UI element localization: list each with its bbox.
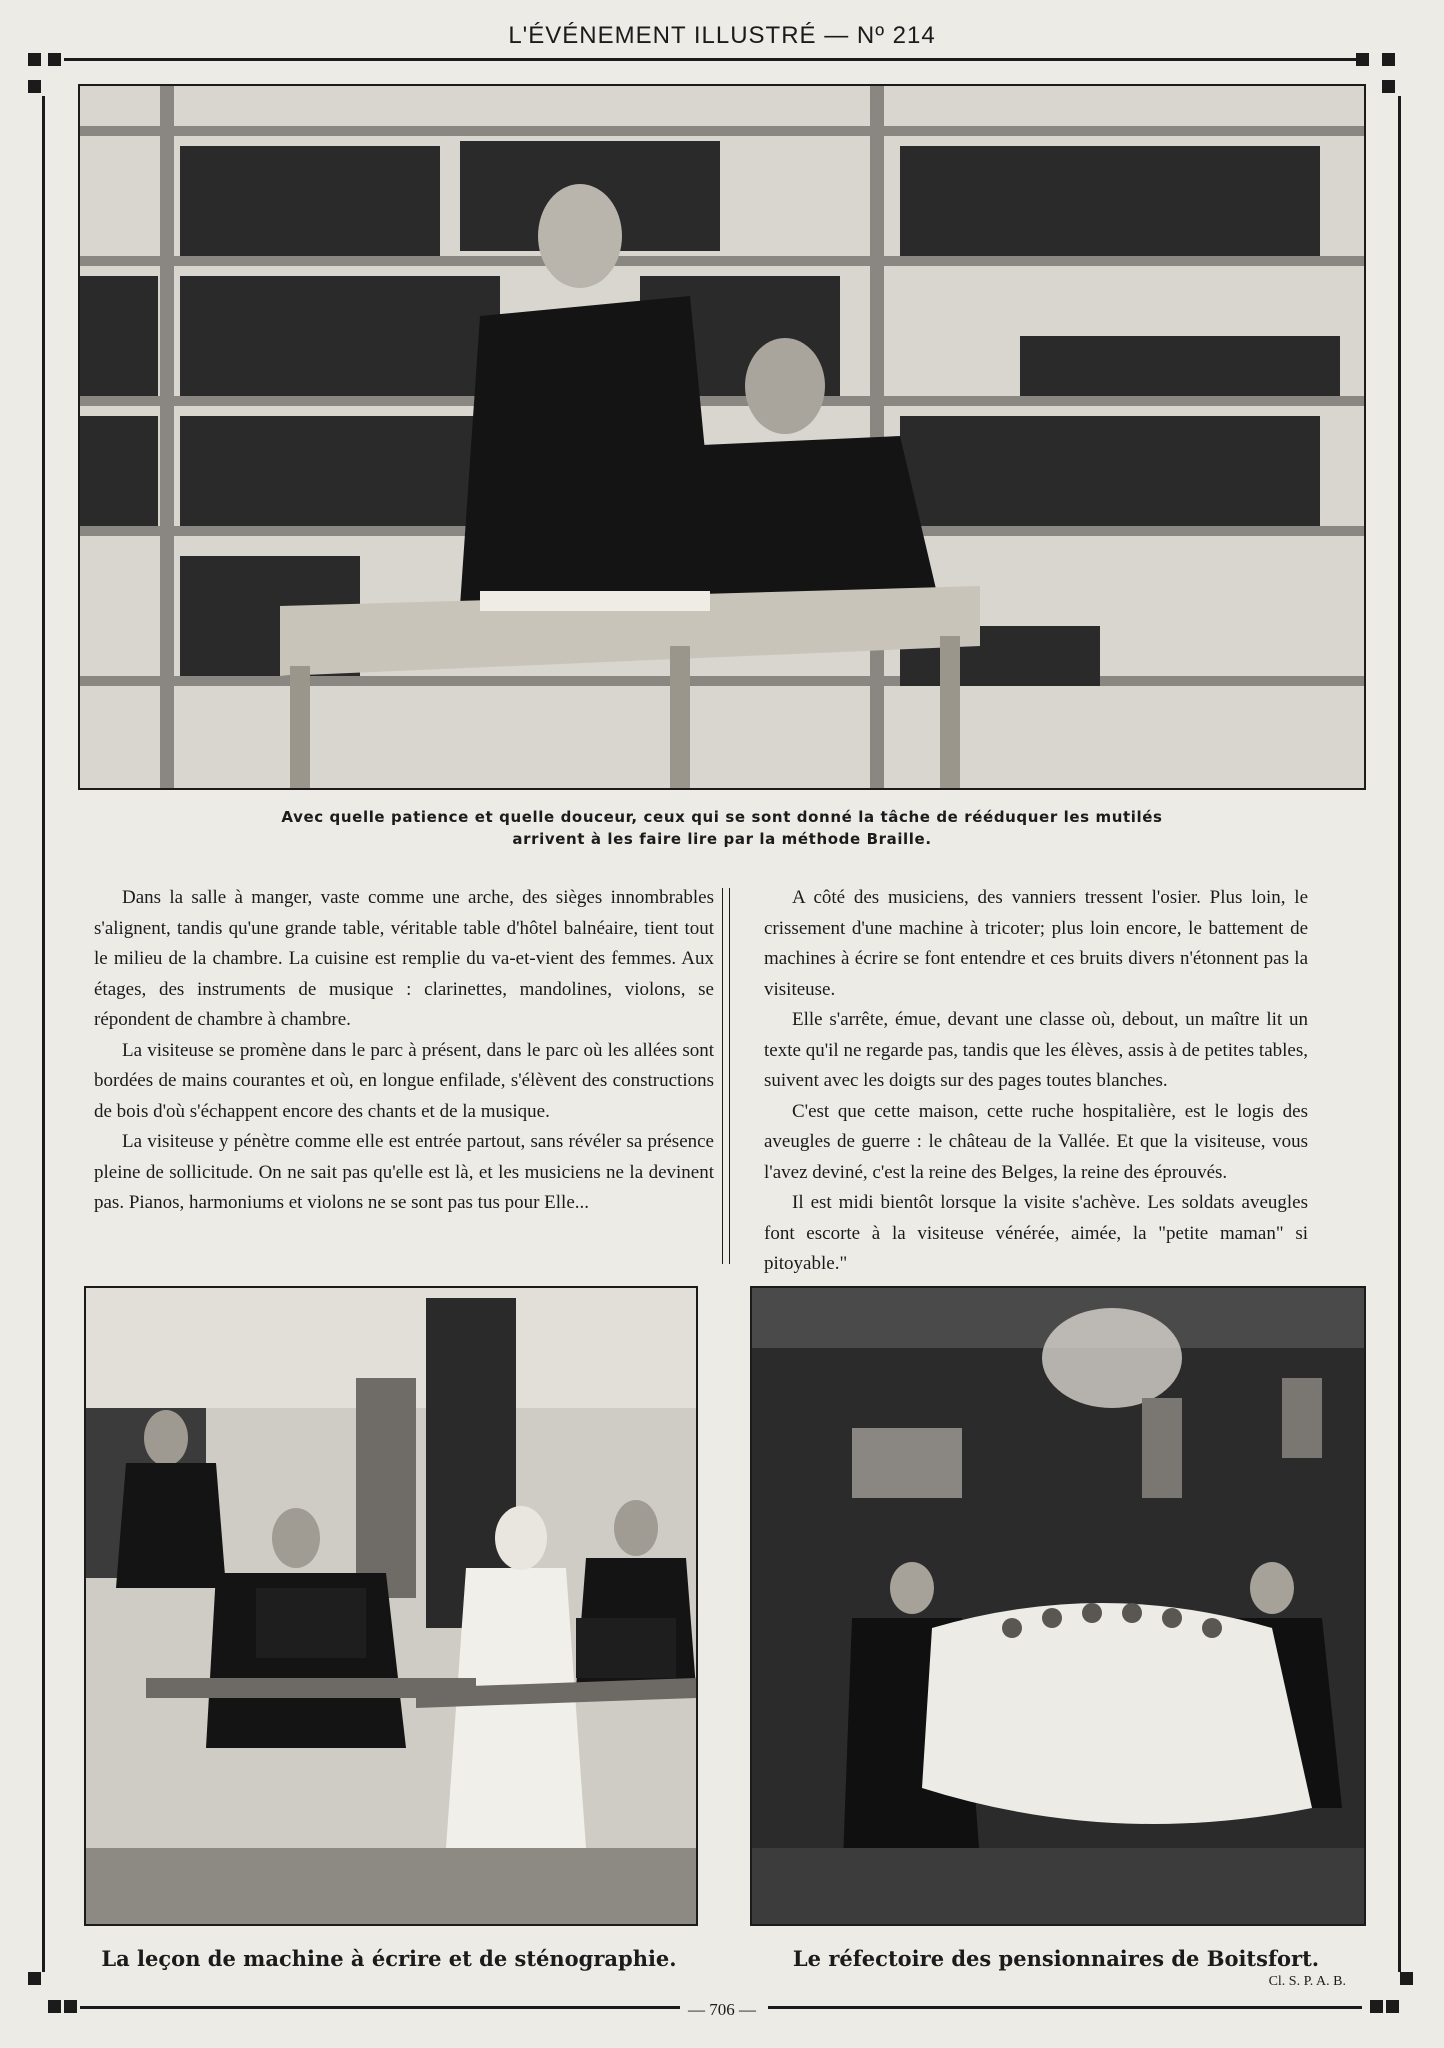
- corner-square-top-right-2: [1382, 53, 1395, 66]
- article-paragraph: La visiteuse se promène dans le parc à présent, dans le parc où les allées sont bordées de mains courantes et où, en longue enfilade, s'élèvent des constructions de bois d'où s'échappent encore des chants et de la musique.: [94, 1039, 714, 1122]
- article-paragraph: C'est que cette maison, cette ruche hospitalière, est le logis des aveugles de guerre : le château de la Vallée. Et que la visiteuse, vous l'avez deviné, c'est la reine des Belges, la reine des éprouvés.: [764, 1100, 1308, 1183]
- corner-square-top-right-3: [1382, 80, 1395, 93]
- top-rule: [64, 58, 1356, 61]
- corner-square-top-left-3: [28, 80, 41, 93]
- photo-refectory: [750, 1286, 1366, 1926]
- article-column-left: [94, 883, 714, 1219]
- article-paragraph: La visiteuse y pénètre comme elle est entrée partout, sans révéler sa présence pleine de sollicitude. On ne sait pas qu'elle est là, et les musiciens ne la devinent pas. Pianos, harmoniums et violons ne se sont pas tus pour Elle...: [94, 1131, 714, 1213]
- photo-typewriter-lesson: [84, 1286, 698, 1926]
- braille-lesson-illustration: [80, 86, 1364, 788]
- top-photo-caption: [180, 806, 1264, 850]
- running-header: L'ÉVÉNEMENT ILLUSTRÉ — Nº 214: [508, 22, 936, 49]
- left-side-rule: [42, 96, 45, 1972]
- corner-square-top-left-2: [48, 53, 61, 66]
- article-paragraph: Il est midi bientôt lorsque la visite s'achève. Les soldats aveugles font escorte à la visiteuse vénérée, aimée, la "petite maman" si pitoyable.": [764, 1192, 1308, 1274]
- corner-square-top-left-1: [28, 53, 41, 66]
- bottom-left-caption: La leçon de machine à écrire et de sténographie.: [101, 1946, 677, 1971]
- bottom-right-caption: Le réfectoire des pensionnaires de Boitsfort.: [792, 1946, 1320, 1971]
- article-paragraph: Elle s'arrête, émue, devant une classe où, debout, un maître lit un texte qu'il ne regarde pas, tandis que les élèves, assis à de petites tables, suivent avec les doigts sur des pages toutes blanches.: [764, 1009, 1308, 1091]
- column-divider: [722, 888, 730, 1264]
- page-number: — 706 —: [688, 2000, 756, 2019]
- top-photo-caption-line-2: arrivent à les faire lire par la méthode Braille.: [512, 830, 932, 848]
- corner-square-bottom-right-1: [1400, 1972, 1413, 1985]
- corner-square-bottom-left-1: [28, 1972, 41, 1985]
- photo-credit: Cl. S. P. A. B.: [1268, 1974, 1346, 1989]
- article-column-right: [764, 883, 1308, 1280]
- article-paragraph: A côté des musiciens, des vanniers tressent l'osier. Plus loin, le crissement d'une machine à tricoter; plus loin encore, le battement de machines à écrire se font entendre et ces bruits divers n'étonnent pas la visiteuse.: [764, 887, 1308, 1000]
- top-photo-caption-line-1: Avec quelle patience et quelle douceur, ceux qui se sont donné la tâche de rééduquer les mutilés: [281, 808, 1163, 826]
- corner-square-top-right-1: [1356, 53, 1369, 66]
- refectory-illustration: [752, 1288, 1364, 1924]
- photo-braille-lesson: [78, 84, 1366, 790]
- article-paragraph: Dans la salle à manger, vaste comme une arche, des sièges innombrables s'alignent, tandis qu'une grande table, véritable table d'hôtel balnéaire, tient tout le milieu de la chambre. La cuisine est remplie du va-et-vient des femmes. Aux étages, des instruments de musique : clarinettes, mandolines, violons, se répondent de chambre à chambre.: [94, 887, 714, 1030]
- typewriter-lesson-illustration: [86, 1288, 696, 1924]
- right-side-rule: [1398, 96, 1401, 1972]
